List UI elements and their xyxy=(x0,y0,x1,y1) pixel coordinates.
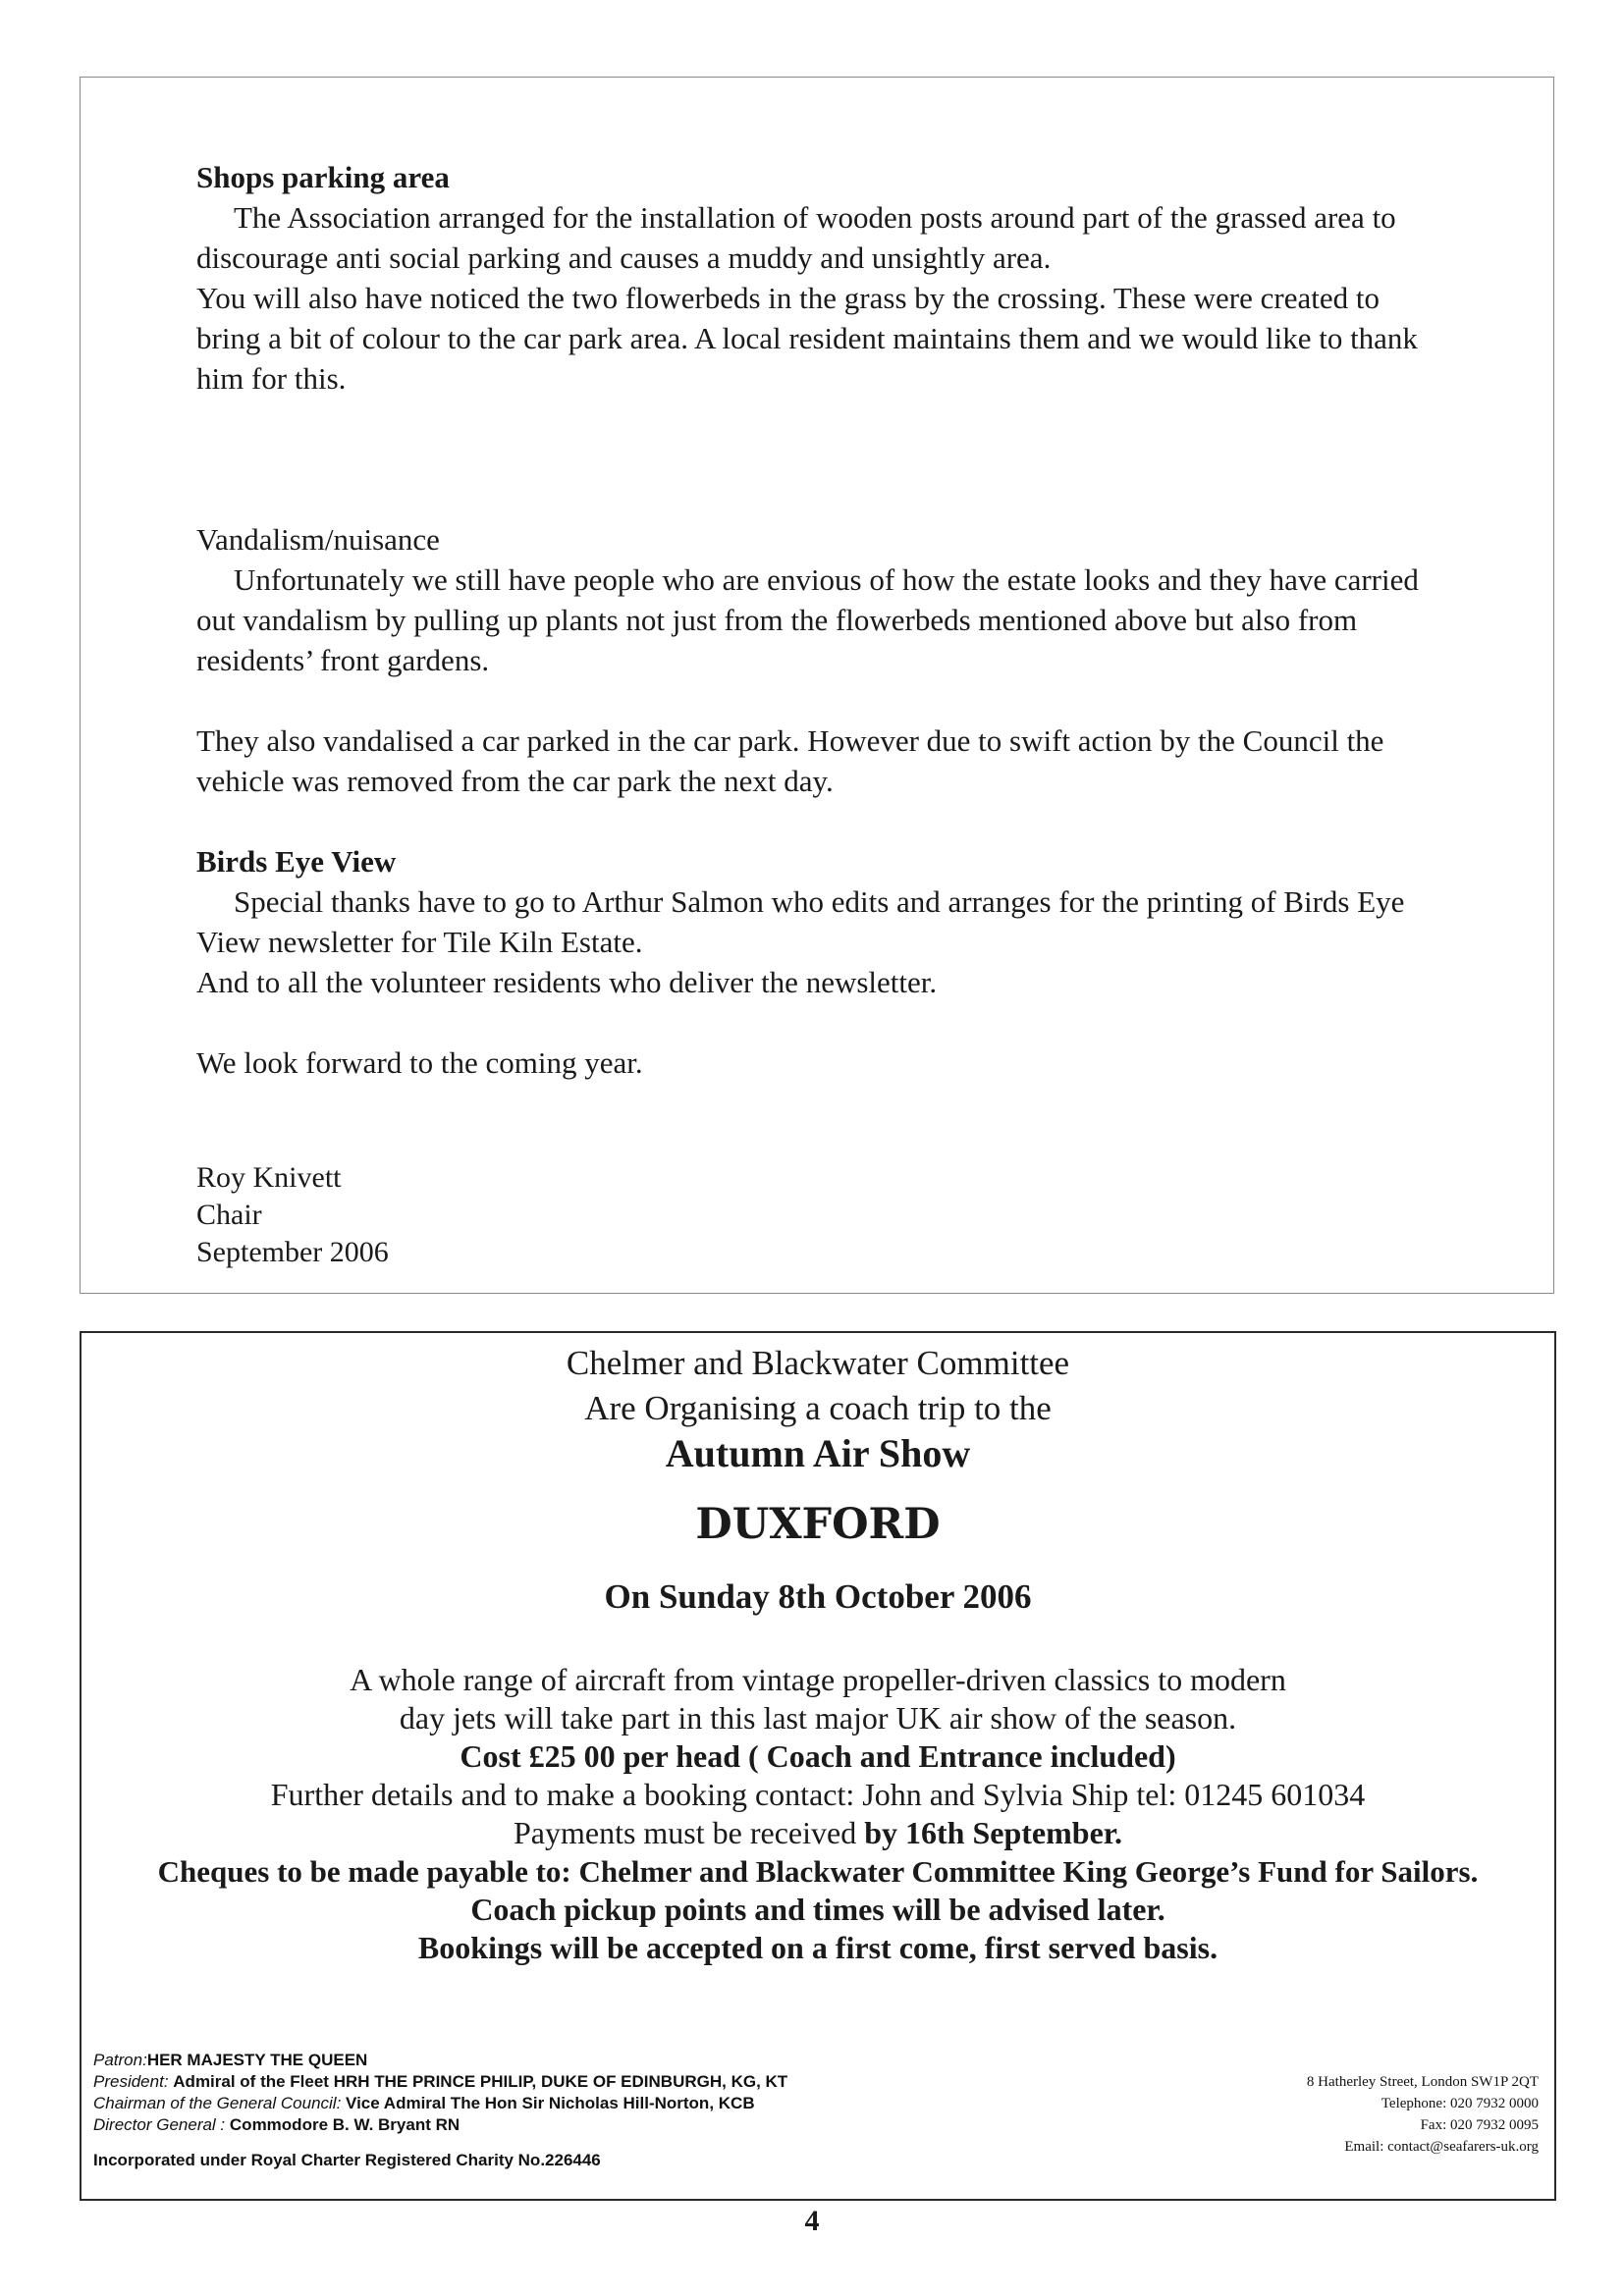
footer-address-block xyxy=(1307,2071,1539,2158)
page-number: 4 xyxy=(804,2205,820,2237)
director-label: Director General : xyxy=(93,2115,226,2134)
chairman-label: Chairman of the General Council: xyxy=(93,2094,342,2112)
footer-email: Email: contact@seafarers-uk.org xyxy=(1344,2139,1539,2155)
footer-address: 8 Hatherley Street, London SW1P 2QT xyxy=(1306,2074,1539,2090)
signature-date: September 2006 xyxy=(196,1236,389,1268)
shops-section xyxy=(196,157,1434,399)
president-name: Admiral of the Fleet HRH THE PRINCE PHILIP, DUKE OF EDINBURGH, KG, KT xyxy=(173,2072,788,2091)
airshow-bookings: Bookings will be accepted on a first come, first served basis. xyxy=(417,1930,1218,1965)
payments-deadline: by 16th September. xyxy=(864,1815,1123,1850)
birds-section xyxy=(196,841,1434,1002)
footer-officers xyxy=(93,2050,787,2171)
director-name: Commodore B. W. Bryant RN xyxy=(229,2115,460,2134)
airshow-description-1: A whole range of aircraft from vintage propeller-driven classics to modern xyxy=(350,1662,1286,1697)
footer-fax: Fax: 020 7932 0095 xyxy=(1420,2117,1539,2133)
footer-chairman xyxy=(93,2093,787,2114)
president-label: President: xyxy=(93,2072,169,2091)
birds-heading: Birds Eye View xyxy=(196,844,397,879)
airshow-pickup: Coach pickup points and times will be advised later. xyxy=(470,1892,1165,1927)
birds-paragraph-1: Special thanks have to go to Arthur Salmon who edits and arranges for the printing of Birds Eye View newsletter for Tile Kiln Estate. xyxy=(196,884,1405,959)
shops-paragraph-1: The Association arranged for the installation of wooden posts around part of the grassed area to discourage anti social parking and causes a muddy and unsightly area. xyxy=(196,200,1396,275)
footer-charter xyxy=(93,2150,787,2171)
vandalism-section xyxy=(196,519,1434,680)
shops-heading: Shops parking area xyxy=(196,160,450,194)
vandalism-paragraph-2: They also vandalised a car parked in the car park. However due to swift action by the Council the vehicle was removed from the car park the next day. xyxy=(196,723,1384,798)
closing-line: We look forward to the coming year. xyxy=(196,1045,643,1080)
signature-block xyxy=(196,1159,1434,1271)
vandalism-paragraph-1: Unfortunately we still have people who are envious of how the estate looks and they have carried out vandalism by pulling up plants not just from the flowerbeds mentioned above but also from residents’ front gardens. xyxy=(196,562,1419,677)
birds-paragraph-2: And to all the volunteer residents who deliver the newsletter. xyxy=(196,965,938,999)
airshow-event-title: Autumn Air Show xyxy=(665,1431,971,1475)
payments-text: Payments must be received xyxy=(513,1815,865,1850)
airshow-intro: Are Organising a coach trip to the xyxy=(584,1389,1052,1427)
signature-name: Roy Knivett xyxy=(196,1161,342,1194)
airshow-cheques: Cheques to be made payable to: Chelmer and Blackwater Committee King George’s Fund for Sailors. xyxy=(157,1854,1479,1889)
footer-president xyxy=(93,2071,787,2093)
airshow-cost: Cost £25 00 per head ( Coach and Entrance included) xyxy=(460,1738,1176,1774)
shops-paragraph-2: You will also have noticed the two flowerbeds in the grass by the crossing. These were created to bring a bit of colour to the car park area. A local resident maintains them and we would like to thank him for this. xyxy=(196,281,1418,396)
footer-patron xyxy=(93,2050,787,2071)
airshow-box xyxy=(80,1331,1556,2201)
vandalism-section-2 xyxy=(196,721,1434,801)
airshow-description-2: day jets will take part in this last major UK air show of the season. xyxy=(399,1700,1237,1735)
patron-name: HER MAJESTY THE QUEEN xyxy=(146,2051,368,2069)
chairman-name: Vice Admiral The Hon Sir Nicholas Hill-Norton, KCB xyxy=(346,2094,755,2112)
airshow-location: DUXFORD xyxy=(695,1500,941,1549)
footer-director xyxy=(93,2114,787,2136)
patron-label: Patron: xyxy=(93,2051,147,2069)
closing-section xyxy=(196,1042,1434,1083)
airshow-date: On Sunday 8th October 2006 xyxy=(604,1577,1032,1616)
airshow-contact: Further details and to make a booking contact: John and Sylvia Ship tel: 01245 601034 xyxy=(270,1777,1366,1812)
signature-role: Chair xyxy=(196,1199,262,1231)
airshow-organiser: Chelmer and Blackwater Committee xyxy=(566,1344,1070,1382)
vandalism-heading: Vandalism/nuisance xyxy=(196,522,440,557)
charter-text: Incorporated under Royal Charter Registered Charity No.226446 xyxy=(93,2151,601,2169)
airshow-payments xyxy=(81,1814,1554,1852)
footer-telephone: Telephone: 020 7932 0000 xyxy=(1380,2096,1539,2111)
